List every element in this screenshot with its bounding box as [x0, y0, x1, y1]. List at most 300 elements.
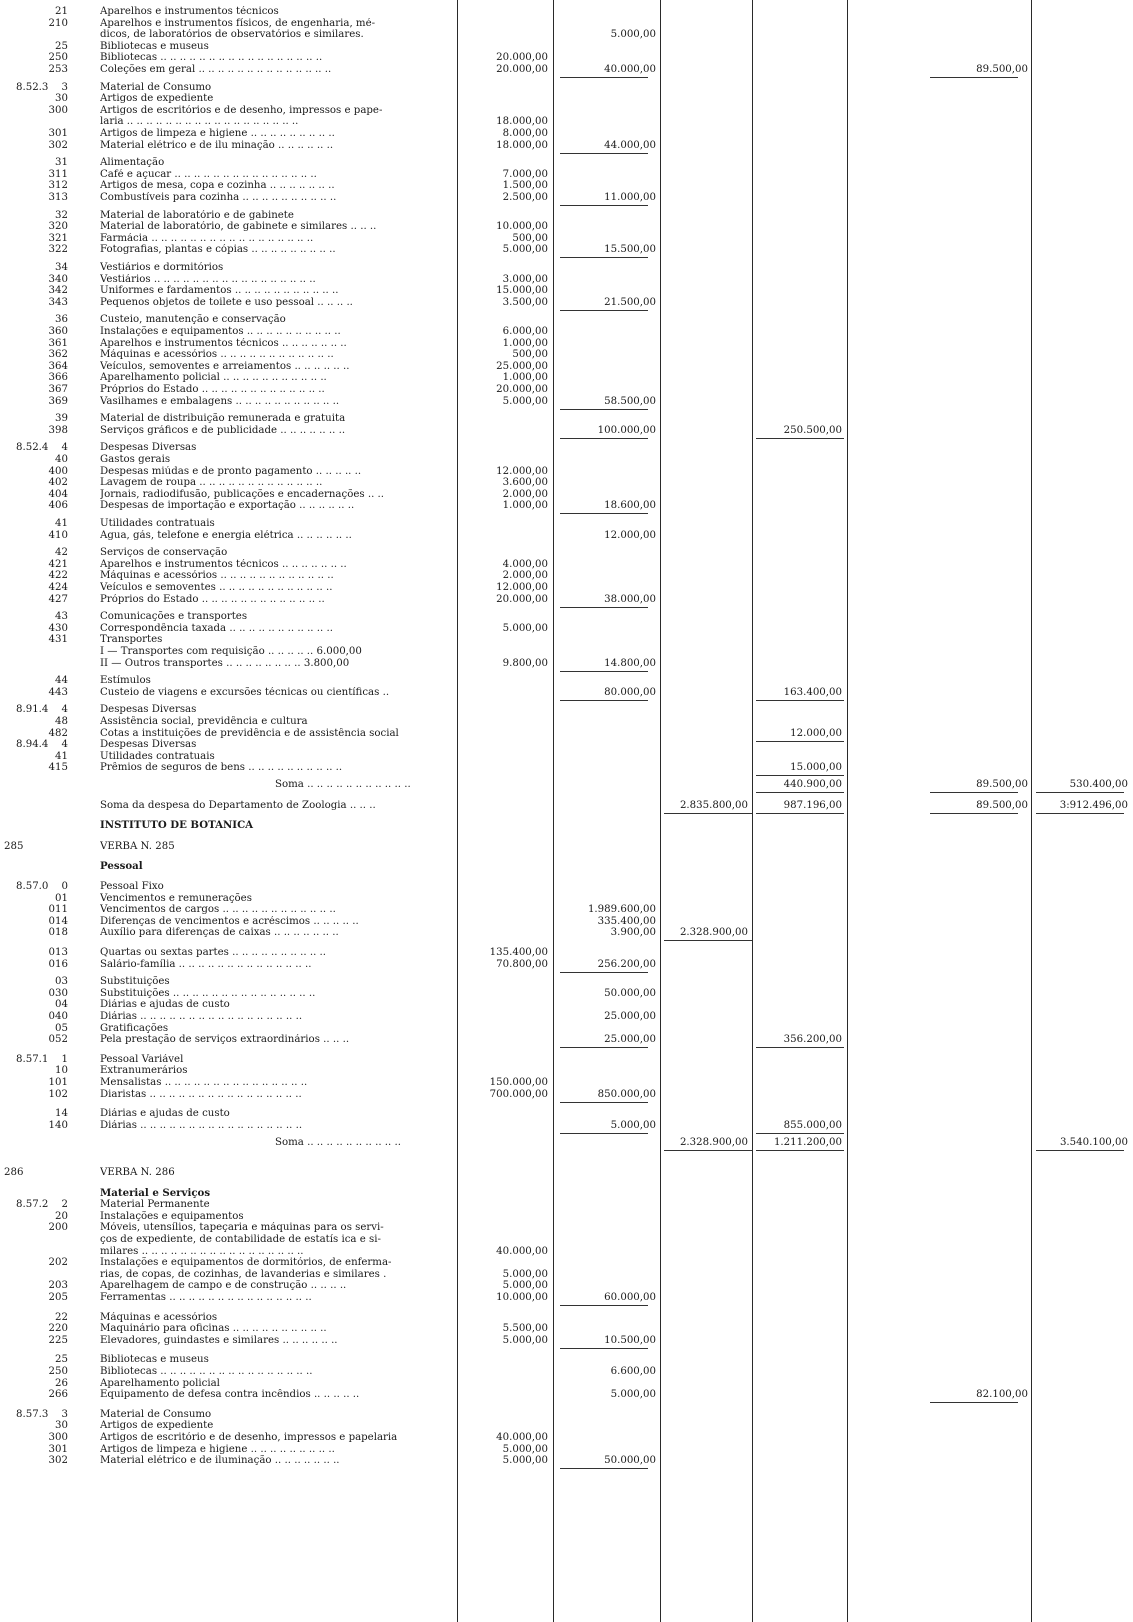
line-code: 25 — [55, 40, 68, 52]
total-rule — [560, 700, 648, 701]
budget-line — [0, 1222, 1133, 1233]
line-description: Custeio de viagens e excursões técnicas ou científicas .. — [100, 686, 390, 698]
budget-line — [0, 1335, 1133, 1346]
line-description: Material de Consumo — [100, 1408, 212, 1420]
budget-line — [0, 1246, 1133, 1257]
budget-line — [0, 861, 1133, 872]
budget-line — [0, 916, 1133, 927]
line-code: 302 — [48, 139, 68, 151]
line-description: Soma da despesa do Departamento de Zoologia .. .. .. — [100, 799, 376, 811]
line-code: 205 — [48, 1292, 68, 1303]
line-subtotal: 1.000,00 — [502, 337, 548, 349]
budget-line — [0, 820, 1133, 831]
line-code: 404 — [48, 488, 68, 500]
line-description: Jornais, radiodifusão, publicações e encadernações .. .. — [100, 488, 385, 500]
total-rule — [756, 813, 844, 814]
budget-line — [0, 396, 1133, 407]
line-description: Diaristas .. .. .. .. .. .. .. .. .. .. .. .. .. .. .. .. — [100, 1088, 302, 1100]
line-subtotal: 5.000,00 — [502, 1443, 548, 1455]
line-code: 10 — [55, 1065, 68, 1077]
line-description: Material de Consumo — [100, 81, 212, 93]
total-rule — [756, 700, 844, 701]
budget-line — [0, 221, 1133, 232]
line-description: Despesas Diversas — [100, 442, 197, 454]
line-code: 300 — [48, 1432, 68, 1443]
line-materials-total: 163.400,00 — [783, 686, 842, 698]
line-code: 43 — [55, 611, 68, 623]
budget-line — [0, 904, 1133, 915]
line-code: 360 — [48, 326, 68, 337]
line-code: 44 — [55, 675, 68, 687]
budget-line — [0, 762, 1133, 773]
line-code: 369 — [48, 395, 68, 407]
line-description: Vestiários e dormitórios — [100, 262, 224, 273]
line-permanent-total: 89.500,00 — [976, 799, 1028, 811]
line-description: Coleções em geral .. .. .. .. .. .. .. .. .. .. .. .. .. .. — [100, 64, 332, 75]
line-item-total: 12.000,00 — [604, 529, 656, 541]
line-description: Café e açucar .. .. .. .. .. .. .. .. .. .. .. .. .. .. .. — [100, 168, 317, 180]
line-description: rias, de copas, de cozinhas, de lavanderias e similares . — [100, 1268, 387, 1280]
line-subtotal: 500,00 — [512, 232, 548, 244]
line-item-total: 14.800,00 — [604, 657, 656, 669]
total-rule — [560, 513, 648, 514]
line-description: Móveis, utensílios, tapeçaria e máquinas para os servi- — [100, 1222, 384, 1234]
total-rule — [1036, 1150, 1124, 1151]
line-description: Artigos de mesa, copa e cozinha .. .. .. .. .. .. .. — [100, 180, 335, 192]
line-item-total: 256.200,00 — [597, 958, 656, 970]
line-personal-total: 2.328.900,00 — [679, 1137, 748, 1149]
line-item-total: 50.000,00 — [604, 987, 656, 999]
line-code: 300 — [48, 104, 68, 116]
line-code: 4 — [61, 704, 68, 716]
line-description: Cotas a instituições de previdência e de assistência social — [100, 727, 399, 739]
line-description: Aparelhos e instrumentos técnicos .. .. .. .. .. .. .. — [100, 558, 347, 570]
line-item-total: 10.500,00 — [604, 1334, 656, 1346]
line-subtotal: 10.000,00 — [496, 221, 548, 233]
line-code: 41 — [55, 750, 68, 762]
line-description: Pessoal — [100, 861, 143, 873]
line-grand-total: 3.540.100,00 — [1059, 1137, 1128, 1149]
line-personal-total: 2.835.800,00 — [679, 799, 748, 811]
line-description: Aparelhos e instrumentos técnicos .. .. .. .. .. .. .. — [100, 337, 347, 349]
line-description: Pessoal Variável — [100, 1053, 184, 1065]
line-description: Bibliotecas .. .. .. .. .. .. .. .. .. .. .. .. .. .. .. .. .. — [100, 52, 323, 64]
budget-line — [0, 582, 1133, 593]
line-code: 013 — [48, 947, 68, 958]
line-description: Máquinas e acessórios — [100, 1311, 218, 1323]
line-subtotal: 20.000,00 — [496, 384, 548, 395]
line-description: Instalações e equipamentos — [100, 1210, 244, 1222]
line-classification: 8.91.4 — [16, 704, 49, 716]
line-description: Fotografias, plantas e cópias .. .. .. .. .. .. .. .. .. — [100, 244, 336, 256]
line-description: Artigos de escritório e de desenho, impressos e papelaria — [100, 1432, 398, 1443]
budget-line — [0, 442, 1133, 453]
budget-line — [0, 728, 1133, 739]
line-code: 364 — [48, 360, 68, 372]
budget-line — [0, 326, 1133, 337]
line-description: Serviços de conservação — [100, 547, 228, 559]
line-description: dicos, de laboratórios de observatórios e similares. — [100, 29, 364, 41]
line-code: 04 — [55, 999, 68, 1011]
line-subtotal: 135.400,00 — [489, 947, 548, 958]
line-code: 0 — [61, 881, 68, 892]
line-description: Aparelhos e instrumentos técnicos — [100, 6, 279, 17]
line-subtotal: 20.000,00 — [496, 52, 548, 64]
budget-line — [0, 1455, 1133, 1466]
line-subtotal: 2.000,00 — [502, 488, 548, 500]
line-code: 26 — [55, 1377, 68, 1389]
line-code: 011 — [48, 904, 68, 916]
line-materials-total: 440.900,00 — [783, 779, 842, 790]
line-item-total: 58.500,00 — [604, 395, 656, 407]
budget-line — [0, 1011, 1133, 1022]
budget-line — [0, 1120, 1133, 1131]
line-code: 4 — [61, 442, 68, 454]
line-subtotal: 70.800,00 — [496, 958, 548, 970]
line-description: Material de laboratório e de gabinete — [100, 209, 294, 221]
line-subtotal: 9.800,00 — [502, 657, 548, 669]
line-subtotal: 3.000,00 — [502, 273, 548, 285]
line-item-total: 15.500,00 — [604, 244, 656, 256]
line-code: 20 — [55, 1210, 68, 1222]
line-description: Artigos de expediente — [100, 93, 214, 105]
line-subtotal: 2.000,00 — [502, 570, 548, 582]
total-rule — [560, 1468, 648, 1469]
line-description: Aparelhamento policial — [100, 1377, 220, 1389]
budget-line — [0, 1323, 1133, 1334]
line-description: Utilidades contratuais — [100, 518, 215, 529]
line-subtotal: 5.000,00 — [502, 1455, 548, 1467]
budget-line — [0, 800, 1133, 811]
line-subtotal: 5.000,00 — [502, 1334, 548, 1346]
line-item-total: 5.000,00 — [610, 29, 656, 41]
line-description: VERBA N. 285 — [100, 840, 175, 852]
total-rule — [756, 792, 844, 793]
line-description: Material Permanente — [100, 1199, 210, 1211]
line-description: Material de laboratório, de gabinete e similares .. .. .. — [100, 221, 377, 233]
budget-line — [0, 611, 1133, 622]
budget-line — [0, 338, 1133, 349]
line-item-total: 5.000,00 — [610, 1119, 656, 1131]
budget-line — [0, 1292, 1133, 1303]
budget-line — [0, 349, 1133, 360]
line-item-total: 50.000,00 — [604, 1455, 656, 1467]
line-permanent-total: 82.100,00 — [976, 1389, 1028, 1401]
line-description: Gastos gerais — [100, 454, 171, 465]
budget-line — [0, 751, 1133, 762]
budget-line — [0, 1444, 1133, 1455]
budget-line — [0, 1065, 1133, 1076]
line-description: VERBA N. 286 — [100, 1167, 175, 1178]
line-description: laria .. .. .. .. .. .. .. .. .. .. .. .. .. .. .. .. .. .. — [100, 116, 299, 128]
budget-line — [0, 1269, 1133, 1280]
line-description: Artigos de limpeza e higiene .. .. .. .. .. .. .. .. .. — [100, 128, 335, 139]
line-description: Comunicações e transportes — [100, 611, 248, 623]
line-code: 366 — [48, 372, 68, 384]
budget-line — [0, 1280, 1133, 1291]
total-rule — [1036, 813, 1124, 814]
line-subtotal: 12.000,00 — [496, 582, 548, 593]
total-rule — [560, 972, 648, 973]
line-description: Diárias e ajudas de custo — [100, 999, 230, 1011]
line-subtotal: 3.500,00 — [502, 296, 548, 308]
line-code: 101 — [48, 1077, 68, 1088]
line-code: 253 — [48, 64, 68, 75]
budget-line — [0, 1366, 1133, 1377]
line-subtotal: 5.000,00 — [502, 622, 548, 634]
line-item-total: 11.000,00 — [604, 192, 656, 203]
budget-line — [0, 466, 1133, 477]
line-subtotal: 1.000,00 — [502, 500, 548, 512]
total-rule — [560, 1102, 648, 1103]
total-rule — [560, 77, 648, 78]
line-subtotal: 1.500,00 — [502, 180, 548, 192]
line-materials-total: 12.000,00 — [790, 727, 842, 739]
line-code: 202 — [48, 1257, 68, 1269]
budget-line — [0, 999, 1133, 1010]
line-code: 220 — [48, 1323, 68, 1335]
line-description: Extranumerários — [100, 1065, 188, 1077]
line-code: 301 — [48, 1443, 68, 1455]
line-description: Farmácia .. .. .. .. .. .. .. .. .. .. .. .. .. .. .. .. .. — [100, 232, 314, 244]
line-subtotal: 500,00 — [512, 349, 548, 361]
budget-line — [0, 947, 1133, 958]
line-description: Bibliotecas e museus — [100, 1354, 209, 1366]
budget-line — [0, 675, 1133, 686]
line-description: Alimentação — [100, 157, 165, 169]
line-description: Material e Serviços — [100, 1187, 211, 1199]
budget-line — [0, 518, 1133, 529]
line-code: 102 — [48, 1088, 68, 1100]
line-code: 398 — [48, 424, 68, 436]
budget-line — [0, 297, 1133, 308]
total-rule — [560, 409, 648, 410]
line-materials-total: 250.500,00 — [783, 424, 842, 436]
line-code: 443 — [48, 686, 68, 698]
budget-line — [0, 594, 1133, 605]
line-subtotal: 40.000,00 — [496, 1432, 548, 1443]
line-description: Máquinas e acessórios .. .. .. .. .. .. .. .. .. .. .. .. — [100, 349, 334, 361]
line-subtotal: 150.000,00 — [489, 1077, 548, 1088]
line-subtotal: 3.600,00 — [502, 477, 548, 489]
total-rule — [930, 813, 1018, 814]
line-code: 30 — [55, 1420, 68, 1432]
budget-line — [0, 988, 1133, 999]
line-code: 311 — [48, 168, 68, 180]
line-code: 312 — [48, 180, 68, 192]
line-description: Despesas Diversas — [100, 704, 197, 716]
budget-line — [0, 1034, 1133, 1045]
line-classification: 8.57.3 — [16, 1408, 49, 1420]
line-description: Instalações e equipamentos de dormitórios, de enferma- — [100, 1257, 392, 1269]
line-classification: 8.57.1 — [16, 1053, 49, 1065]
line-materials-total: 1.211.200,00 — [773, 1137, 842, 1149]
line-description: Vestiários .. .. .. .. .. .. .. .. .. .. .. .. .. .. .. .. .. — [100, 273, 316, 285]
line-description: Artigos de expediente — [100, 1420, 214, 1432]
budget-line — [0, 1188, 1133, 1199]
budget-line — [0, 1077, 1133, 1088]
line-description: Correspondência taxada .. .. .. .. .. .. .. .. .. .. .. — [100, 622, 333, 634]
line-code: 36 — [55, 314, 68, 326]
budget-line — [0, 1054, 1133, 1065]
line-subtotal: 5.000,00 — [502, 1268, 548, 1280]
line-description: Gratificações — [100, 1022, 169, 1034]
total-rule — [930, 1402, 1018, 1403]
budget-line — [0, 210, 1133, 221]
line-code: 32 — [55, 209, 68, 221]
line-code: 406 — [48, 500, 68, 512]
line-code: 03 — [55, 976, 68, 988]
line-code: 05 — [55, 1022, 68, 1034]
line-item-total: 25.000,00 — [604, 1034, 656, 1046]
line-description: Serviços gráficos e de publicidade .. .. .. .. .. .. .. — [100, 424, 346, 436]
budget-line — [0, 976, 1133, 987]
line-item-total: 5.000,00 — [610, 1389, 656, 1401]
line-description: Vencimentos e remunerações — [100, 892, 252, 904]
line-description: Mensalistas .. .. .. .. .. .. .. .. .. .. .. .. .. .. .. — [100, 1077, 308, 1088]
budget-line — [0, 6, 1133, 17]
line-code: 421 — [48, 558, 68, 570]
total-rule — [560, 607, 648, 608]
budget-line — [0, 646, 1133, 657]
budget-line — [0, 180, 1133, 191]
budget-line — [0, 1108, 1133, 1119]
budget-line — [0, 116, 1133, 127]
line-description: Substituições — [100, 976, 170, 988]
budget-line — [0, 64, 1133, 75]
line-subtotal: 15.000,00 — [496, 285, 548, 297]
line-code: 225 — [48, 1334, 68, 1346]
budget-line — [0, 530, 1133, 541]
line-code: 322 — [48, 244, 68, 256]
budget-line — [0, 779, 1133, 790]
line-code: 34 — [55, 262, 68, 273]
budget-line — [0, 927, 1133, 938]
line-description: Quartas ou sextas partes .. .. .. .. .. .. .. .. .. .. — [100, 947, 327, 958]
total-rule — [756, 1047, 844, 1048]
total-rule — [664, 813, 752, 814]
budget-line — [0, 489, 1133, 500]
line-code: 2 — [61, 1199, 68, 1211]
line-description: Próprios do Estado .. .. .. .. .. .. .. .. .. .. .. .. .. — [100, 384, 325, 395]
line-description: II — Outros transportes .. .. .. .. .. .. .. .. 3.800,00 — [100, 657, 350, 669]
line-item-total: 38.000,00 — [604, 593, 656, 605]
line-description: Material elétrico e de ilu minação .. .. .. .. .. .. — [100, 139, 334, 151]
line-description: Artigos de limpeza e higiene .. .. .. .. .. .. .. .. .. — [100, 1443, 335, 1455]
total-rule — [560, 1348, 648, 1349]
line-code: 301 — [48, 128, 68, 139]
line-classification: 285 — [4, 840, 24, 852]
line-description: Assistência social, previdência e cultura — [100, 716, 308, 727]
budget-line — [0, 361, 1133, 372]
line-code: 482 — [48, 727, 68, 739]
line-subtotal: 18.000,00 — [496, 139, 548, 151]
budget-line — [0, 244, 1133, 255]
line-code: 320 — [48, 221, 68, 233]
budget-line — [0, 739, 1133, 750]
budget-line — [0, 140, 1133, 151]
line-code: 018 — [48, 927, 68, 939]
line-code: 42 — [55, 547, 68, 559]
budget-line — [0, 959, 1133, 970]
line-materials-total: 855.000,00 — [783, 1119, 842, 1131]
budget-line — [0, 1199, 1133, 1210]
line-code: 200 — [48, 1222, 68, 1234]
line-code: 052 — [48, 1034, 68, 1046]
budget-line — [0, 1432, 1133, 1443]
line-item-total: 335.400,00 — [597, 915, 656, 927]
line-code: 415 — [48, 762, 68, 774]
budget-line — [0, 500, 1133, 511]
budget-line — [0, 841, 1133, 852]
line-description: Auxílio para diferenças de caixas .. .. .. .. .. .. .. — [100, 927, 339, 939]
line-code: 01 — [55, 892, 68, 904]
line-item-total: 25.000,00 — [604, 1011, 656, 1022]
budget-line — [0, 881, 1133, 892]
line-subtotal: 1.000,00 — [502, 372, 548, 384]
budget-line — [0, 262, 1133, 273]
budget-line — [0, 893, 1133, 904]
line-classification: 8.57.0 — [16, 881, 49, 892]
total-rule — [560, 257, 648, 258]
total-rule — [756, 775, 844, 776]
budget-line — [0, 274, 1133, 285]
line-code: 25 — [55, 1354, 68, 1366]
total-rule — [756, 1150, 844, 1151]
budget-line — [0, 704, 1133, 715]
total-rule — [560, 1047, 648, 1048]
line-description: Utilidades contratuais — [100, 750, 215, 762]
budget-line — [0, 18, 1133, 29]
line-code: 340 — [48, 273, 68, 285]
line-description: Vencimentos de cargos .. .. .. .. .. .. .. .. .. .. .. .. — [100, 904, 336, 916]
line-code: 266 — [48, 1389, 68, 1401]
line-subtotal: 5.000,00 — [502, 395, 548, 407]
line-subtotal: 20.000,00 — [496, 593, 548, 605]
budget-line — [0, 687, 1133, 698]
line-code: 343 — [48, 296, 68, 308]
budget-line — [0, 559, 1133, 570]
budget-line — [0, 372, 1133, 383]
line-description: Pessoal Fixo — [100, 881, 164, 892]
line-description: Diárias e ajudas de custo — [100, 1108, 230, 1120]
line-description: Material elétrico e de iluminação .. .. .. .. .. .. .. — [100, 1455, 340, 1467]
line-item-total: 3.900,00 — [610, 927, 656, 939]
line-description: Veículos e semoventes .. .. .. .. .. .. .. .. .. .. .. .. — [100, 582, 333, 593]
line-code: 016 — [48, 958, 68, 970]
budget-line — [0, 425, 1133, 436]
line-description: Aparelhamento policial .. .. .. .. .. .. .. .. .. .. .. — [100, 372, 327, 384]
line-description: Vasilhames e embalagens .. .. .. .. .. .. .. .. .. .. .. — [100, 395, 340, 407]
budget-line — [0, 157, 1133, 168]
line-code: 302 — [48, 1455, 68, 1467]
line-subtotal: 10.000,00 — [496, 1292, 548, 1303]
total-rule — [560, 1305, 648, 1306]
line-code: 48 — [55, 716, 68, 727]
budget-line — [0, 1312, 1133, 1323]
line-description: Diárias .. .. .. .. .. .. .. .. .. .. .. .. .. .. .. .. .. — [100, 1119, 303, 1131]
line-item-total: 1.989.600,00 — [587, 904, 656, 916]
line-description: Bibliotecas .. .. .. .. .. .. .. .. .. .. .. .. .. .. .. .. — [100, 1366, 313, 1377]
line-code: 39 — [55, 413, 68, 425]
line-description: Elevadores, guindastes e similares .. .. .. .. .. .. — [100, 1334, 338, 1346]
line-subtotal: 12.000,00 — [496, 465, 548, 477]
line-description: Combustíveis para cozinha .. .. .. .. .. .. .. .. .. .. — [100, 192, 337, 203]
line-description: Lavagem de roupa .. .. .. .. .. .. .. .. .. .. .. .. .. — [100, 477, 323, 489]
line-materials-total: 987.196,00 — [783, 799, 842, 811]
line-item-total: 80.000,00 — [604, 686, 656, 698]
line-subtotal: 6.000,00 — [502, 326, 548, 337]
